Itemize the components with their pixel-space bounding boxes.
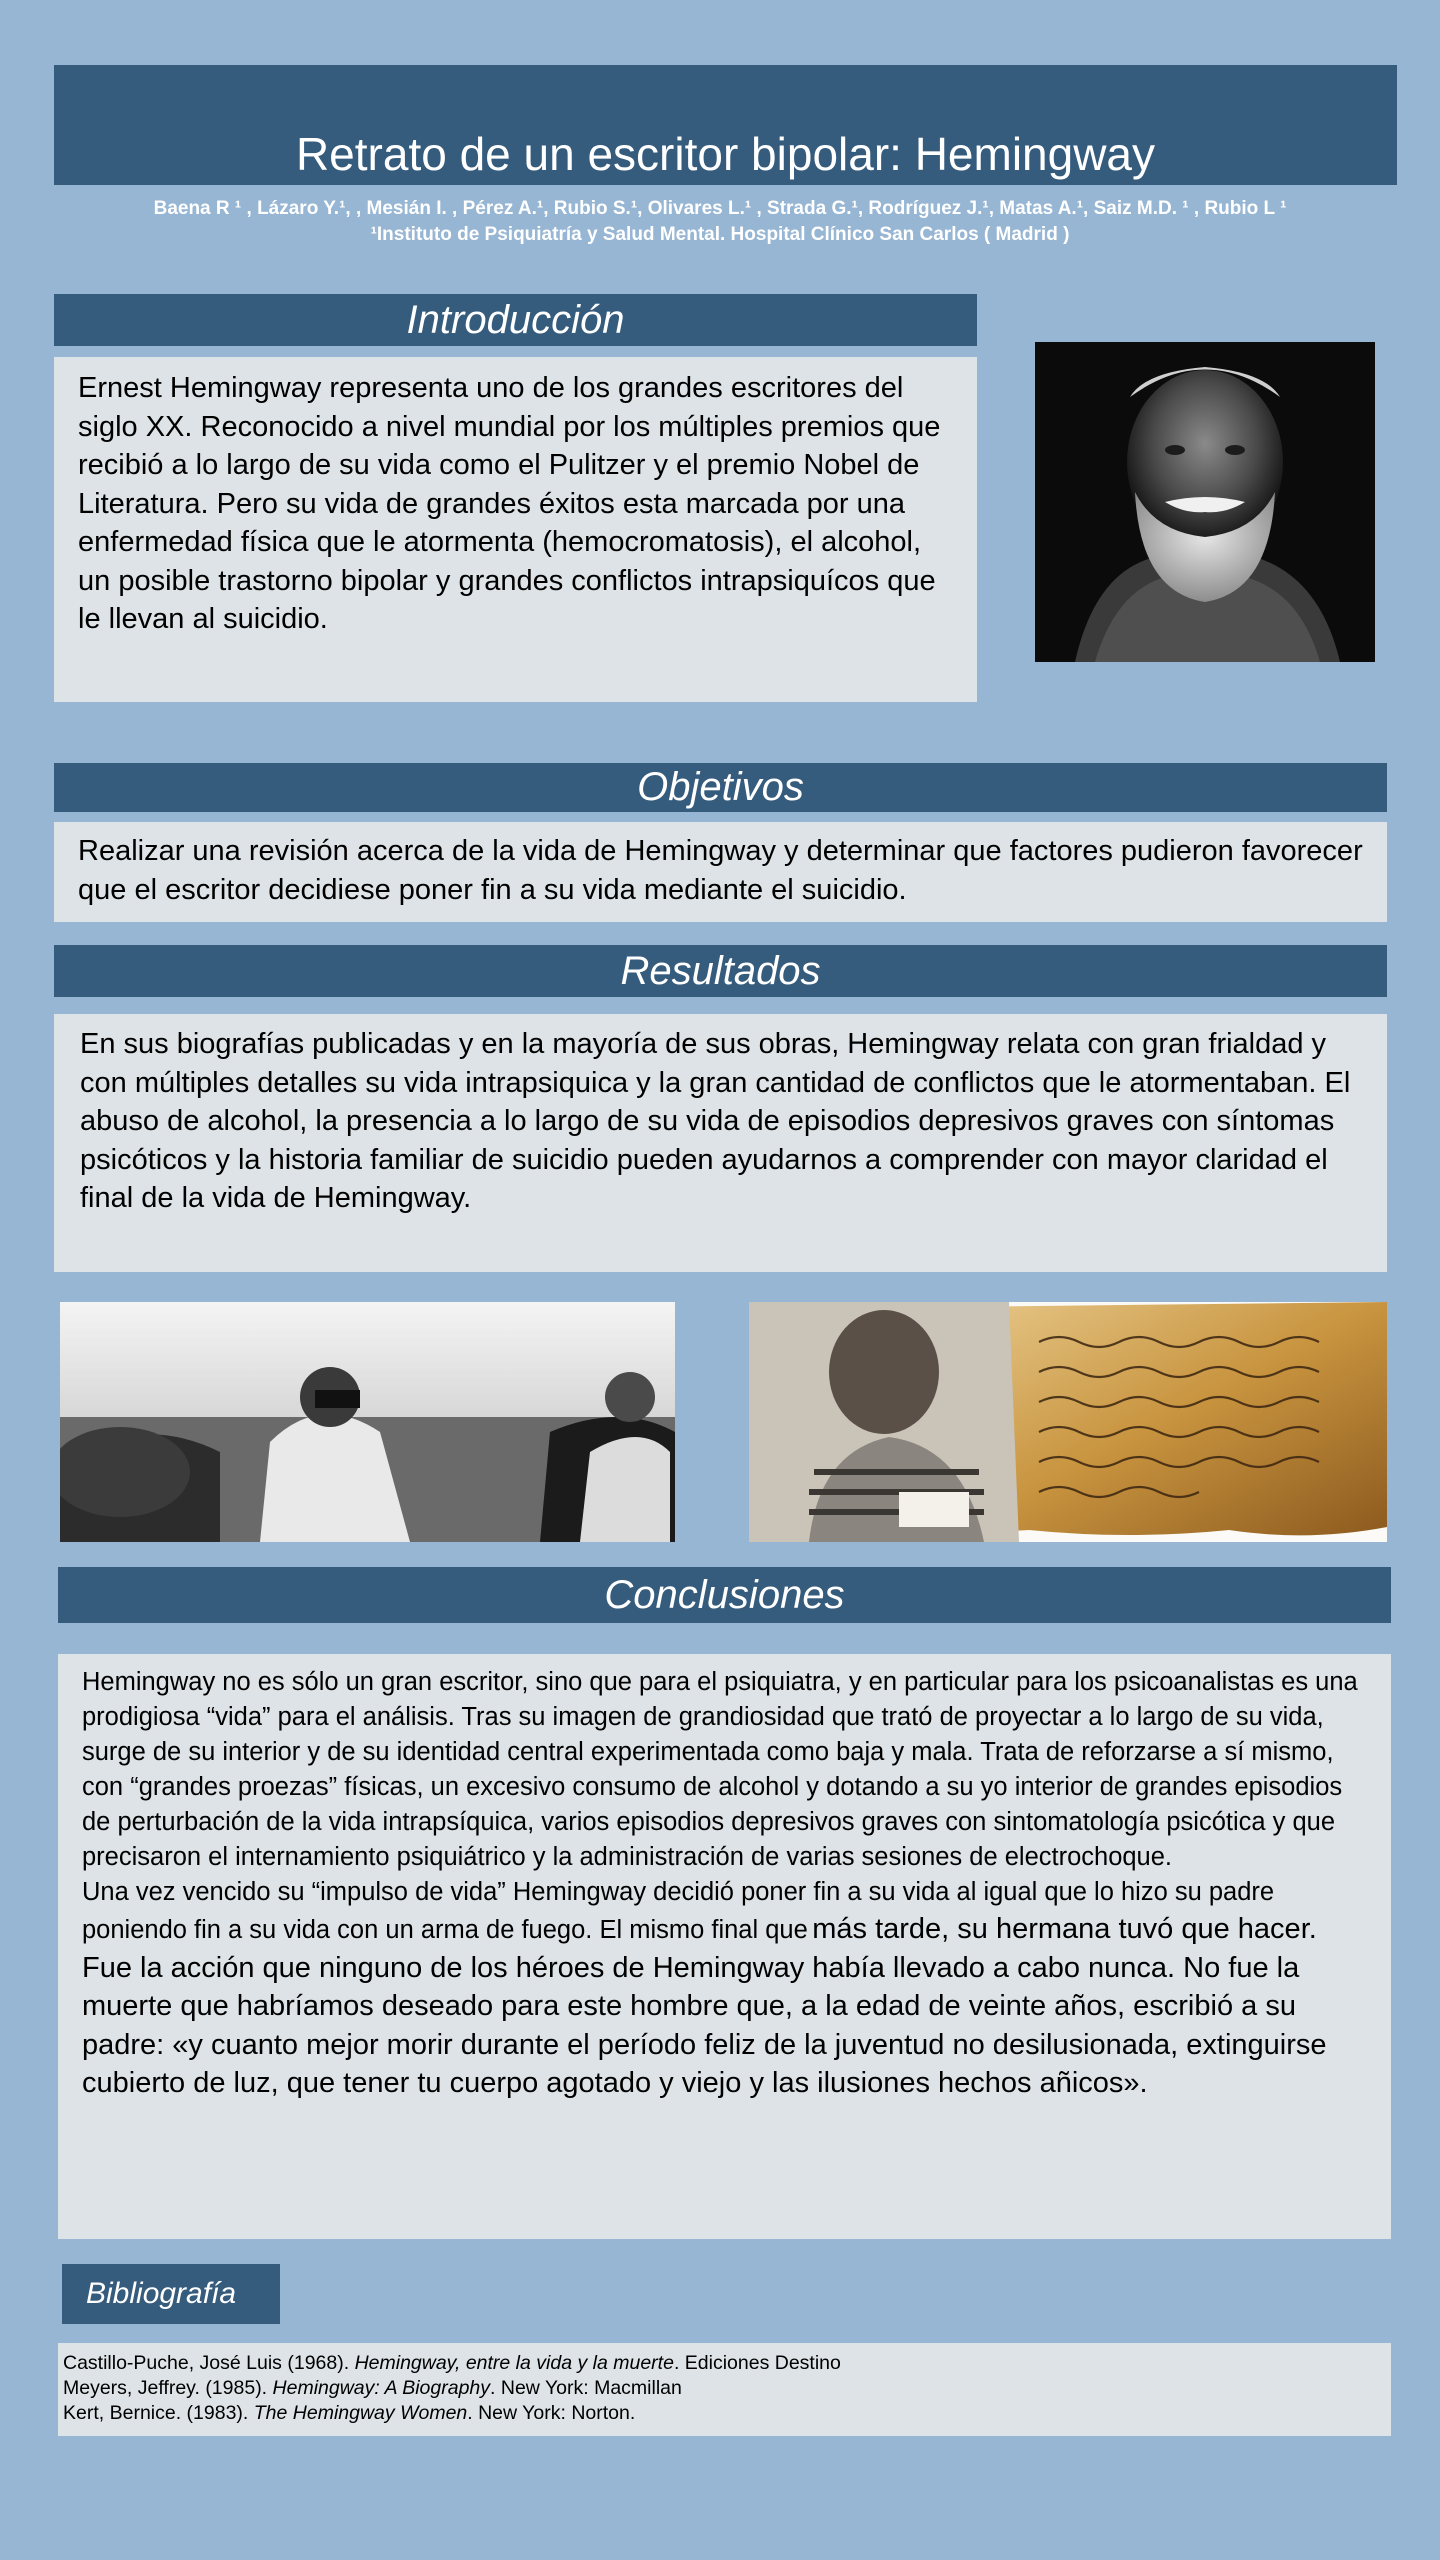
conclusiones-heading-text: Conclusiones: [604, 1573, 845, 1617]
conclusiones-paragraph-2: [82, 1875, 1372, 2103]
objetivos-text: Realizar una revisión acerca de la vida de Hemingway y determinar que factores pudieron favorecer que el escritor decidiese poner fin a su vida mediante el suicidio.: [78, 835, 1363, 906]
reference-item: Kert, Bernice. (1983). The Hemingway Women. New York: Norton.: [63, 2402, 636, 2424]
objetivos-panel: [54, 822, 1387, 922]
bibliografia-heading-text: Bibliografía: [86, 2277, 237, 2310]
resultados-heading: [54, 945, 1387, 997]
bibliografia-list: [63, 2351, 1363, 2426]
conclusiones-heading: [58, 1567, 1391, 1623]
conclusiones-paragraph-1: Hemingway no es sólo un gran escritor, sino que para el psiquiatra, y en particular para los psicoanalistas es una prodigiosa “vida” para el análisis. Tras su imagen de grandiosidad que trató de proyectar a lo largo de su vida, surge de su interior y de su identidad central experimentada como baja y mala. Trata de reforzarse a sí mismo, con “grandes proezas” físicas, un excesivo consumo de alcohol y dotando a su yo interior de grandes episodios de perturbación de la vida intrapsíquica, varios episodios depresivos graves con sintomatología psicótica y que precisaron el internamiento psiquiátrico y la administración de varias sesiones de electrochoque.: [82, 1668, 1358, 1871]
intro-heading-text: Introducción: [406, 298, 625, 342]
authors-block: [40, 196, 1400, 248]
hemingway-portrait-icon: [1035, 342, 1375, 662]
authors-line: Baena R ¹ , Lázaro Y.¹, , Mesián I. , Pérez A.¹, Rubio S.¹, Olivares L.¹ , Strada G.¹, Rodríguez J.¹, Matas A.¹, Saiz M.D. ¹ , Rubio L ¹: [153, 198, 1287, 219]
boat-photo: [60, 1302, 675, 1542]
intro-text: Ernest Hemingway representa uno de los grandes escritores del siglo XX. Reconocido a nivel mundial por los múltiples premios que recibió a lo largo de su vida como el Pulitzer y el premio Nobel de Literatura. Pero su vida de grandes éxitos esta marcada por una enfermedad física que le atormenta (hemocromatosis), el alcohol, un posible trastorno bipolar y grandes conflictos intrapsiquícos que le llevan al suicidio.: [78, 372, 941, 635]
bibliografia-heading: [62, 2264, 280, 2324]
intro-heading: [54, 294, 977, 346]
letter-photo: [749, 1302, 1387, 1542]
hemingway-letter-photo-icon: [749, 1302, 1387, 1542]
affiliation-line: ¹Instituto de Psiquiatría y Salud Mental. Hospital Clínico San Carlos ( Madrid ): [370, 224, 1070, 245]
conclusiones-panel: [58, 1654, 1391, 2239]
reference-item: Castillo-Puche, José Luis (1968). Hemingway, entre la vida y la muerte. Ediciones Destino: [63, 2352, 841, 2374]
bibliografia-panel: [58, 2343, 1391, 2436]
resultados-panel: [54, 1014, 1387, 1272]
page-title: Retrato de un escritor bipolar: Hemingway: [295, 128, 1156, 180]
objetivos-heading-text: Objetivos: [637, 765, 804, 809]
hemingway-boat-photo-icon: [60, 1302, 675, 1542]
resultados-text: En sus biografías publicadas y en la mayoría de sus obras, Hemingway relata con gran frialdad y con múltiples detalles su vida intrapsiquica y la gran cantidad de conflictos que le atormentaban. El abuso de alcohol, la presencia a lo largo de su vida de episodios depresivos graves con síntomas psicóticos y la historia familiar de suicidio pueden ayudarnos a comprender con mayor claridad el final de la vida de Hemingway.: [80, 1028, 1351, 1214]
portrait-image: [1035, 342, 1375, 662]
resultados-heading-text: Resultados: [620, 949, 821, 993]
reference-item: Meyers, Jeffrey. (1985). Hemingway: A Biography. New York: Macmillan: [63, 2377, 682, 2399]
conclusiones-paragraph-2a: Una vez vencido su “impulso de vida” Hemingway decidió poner fin a su vida al igual que lo hizo su padre poniendo fin a su vida con un arma de fuego. El mismo final que: [82, 1878, 1275, 1944]
objetivos-heading: [54, 763, 1387, 812]
intro-panel: [54, 357, 977, 702]
conclusiones-paragraph-2b: más tarde, su hermana tuvó que hacer. Fue la acción que ninguno de los héroes de Hemingway había llevado a cabo nunca. No fue la muerte que habríamos deseado para este hombre que, a la edad de veinte años, escribió a su padre: «y cuanto mejor morir durante el período feliz de la juventud no desilusionada, extinguirse cubierto de luz, que tener tu cuerpo agotado y viejo y las ilusiones hechos añicos».: [82, 1913, 1327, 2099]
conclusiones-text: [82, 1665, 1372, 2103]
